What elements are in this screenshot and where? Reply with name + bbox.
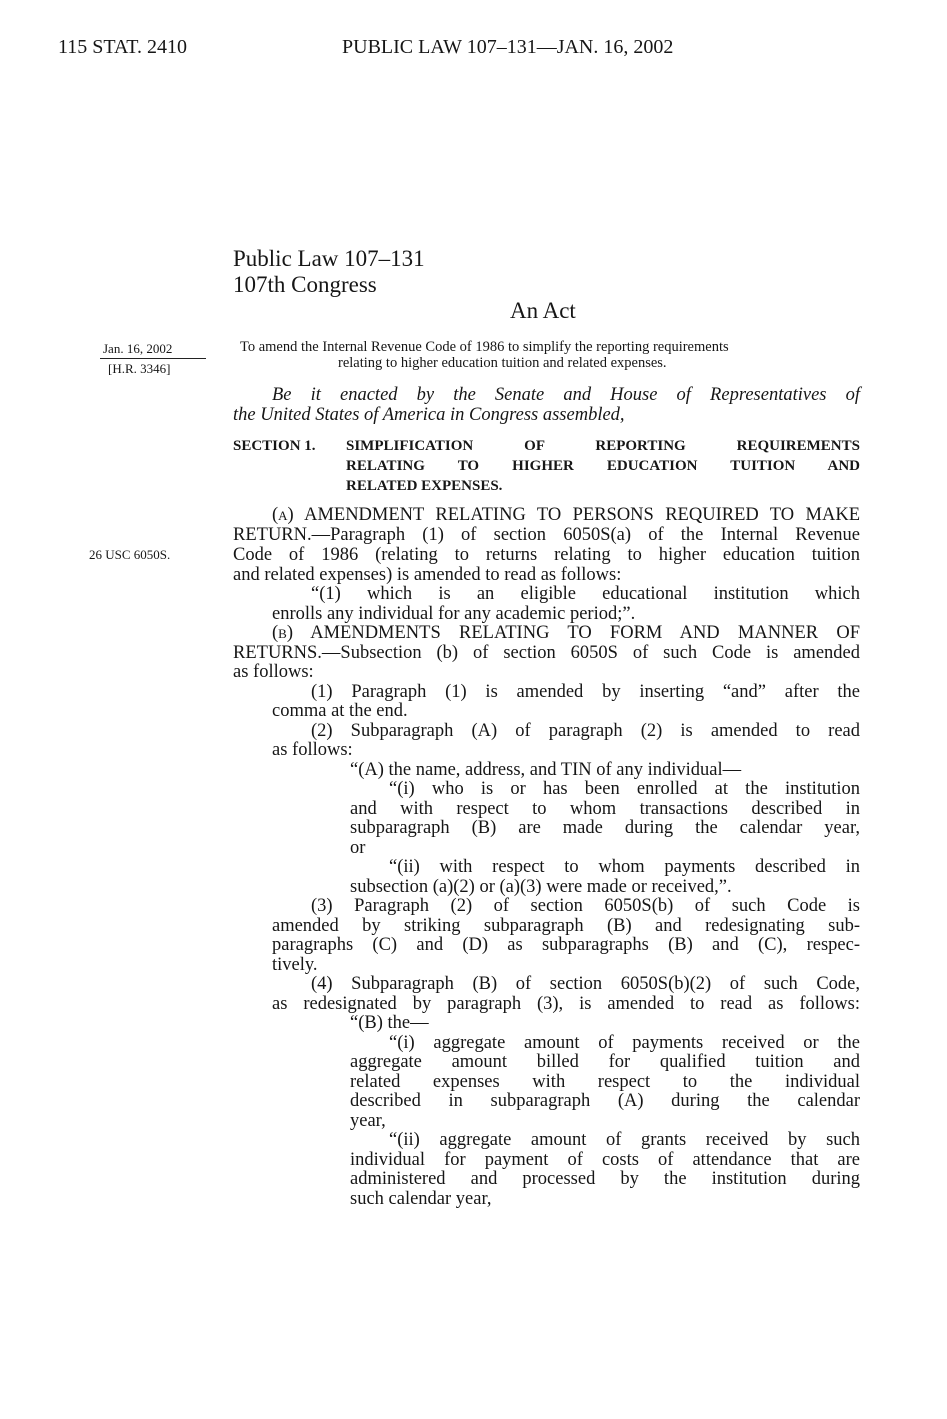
section-label: SECTION 1. [233,438,316,454]
body-line: subparagraph (B) are made during the calendar year, [350,818,860,838]
body-line: (a) AMENDMENT RELATING TO PERSONS REQUIRED TO MAKE [272,505,860,525]
section-heading-line-2: RELATING TO HIGHER EDUCATION TUITION AND [346,458,860,474]
body-line: “(i) aggregate amount of payments received or the [389,1033,860,1053]
body-line: “(ii) with respect to whom payments described in [389,857,860,877]
body-line: or [350,838,366,858]
running-title: PUBLIC LAW 107–131—JAN. 16, 2002 [342,36,674,58]
body-line: year, [350,1111,386,1131]
margin-date: Jan. 16, 2002 [103,341,173,356]
body-line: “(i) who is or has been enrolled at the institution [389,779,860,799]
congress: 107th Congress [233,272,377,297]
enacting-clause-line-1: Be it enacted by the Senate and House of Representatives of [272,385,860,405]
section-heading-line-3: RELATED EXPENSES. [346,478,503,494]
body-line: as redesignated by paragraph (3), is amended to read as follows: [272,994,860,1014]
margin-rule [100,358,206,359]
body-line: related expenses with respect to the individual [350,1072,860,1092]
body-line: tively. [272,955,318,975]
body-line: paragraphs (C) and (D) as subparagraphs (B) and (C), respec- [272,935,860,955]
body-line: as follows: [233,662,314,682]
margin-usc-cite: 26 USC 6050S. [89,547,171,562]
body-line: described in subparagraph (A) during the calendar [350,1091,860,1111]
body-line: aggregate amount billed for qualified tuition and [350,1052,860,1072]
body-line: comma at the end. [272,701,408,721]
body-line: “(ii) aggregate amount of grants received by such [389,1130,860,1150]
stat-citation: 115 STAT. 2410 [58,36,187,58]
section-heading-line-1: SIMPLIFICATION OF REPORTING REQUIREMENTS [346,438,860,454]
body-line: “(B) the— [350,1013,429,1033]
purpose [240,339,858,371]
body-line: as follows: [272,740,353,760]
body-line: (3) Paragraph (2) of section 6050S(b) of such Code is [311,896,860,916]
body-line: and with respect to whom transactions described in [350,799,860,819]
purpose-line-2: relating to higher education tuition and related expenses. [338,355,667,371]
body-line: and related expenses) is amended to read as follows: [233,565,622,585]
body-line: Code of 1986 (relating to returns relating to higher education tuition [233,545,860,565]
body-line: individual for payment of costs of attendance that are [350,1150,860,1170]
purpose-line-1: To amend the Internal Revenue Code of 1986 to simplify the reporting requirements [240,339,729,355]
body-line: (2) Subparagraph (A) of paragraph (2) is amended to read [311,721,860,741]
body-line: RETURNS.—Subsection (b) of section 6050S of such Code is amended [233,643,860,663]
enacting-clause-line-2: the United States of America in Congress assembled, [233,405,625,425]
body-line: enrolls any individual for any academic period;”. [272,604,636,624]
body-line: subsection (a)(2) or (a)(3) were made or received,”. [350,877,732,897]
body-line: amended by striking subparagraph (B) and redesignating sub- [272,916,860,936]
body-line: (b) AMENDMENTS RELATING TO FORM AND MANNER OF [272,623,860,643]
body-line: RETURN.—Paragraph (1) of section 6050S(a) of the Internal Revenue [233,525,860,545]
body-line: such calendar year, [350,1189,492,1209]
body-line: (1) Paragraph (1) is amended by inserting “and” after the [311,682,860,702]
margin-bill-number: [H.R. 3346] [108,361,171,376]
law-number: Public Law 107–131 [233,246,425,271]
body-line: “(1) which is an eligible educational institution which [311,584,860,604]
body-line: (4) Subparagraph (B) of section 6050S(b)(2) of such Code, [311,974,860,994]
body-line: “(A) the name, address, and TIN of any individual— [350,760,742,780]
body-line: administered and processed by the institution during [350,1169,860,1189]
act-label: An Act [510,298,576,323]
